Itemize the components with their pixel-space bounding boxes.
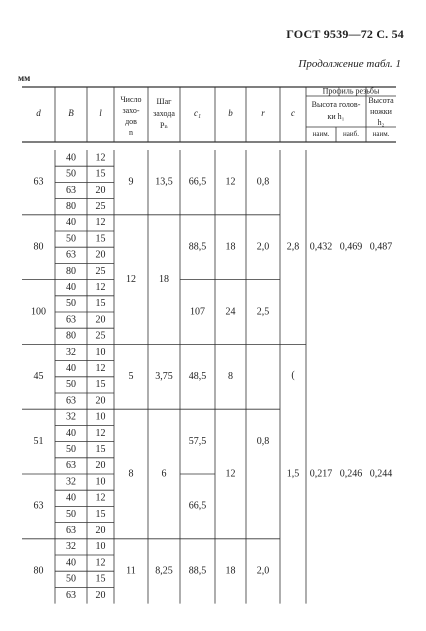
col-header-lead: Pₙ: [160, 120, 168, 130]
col-header-profile: Профиль резьбы: [322, 86, 380, 96]
cell-d: 63: [33, 176, 44, 188]
cell-lead: 13,5: [155, 176, 173, 188]
cell-starts: 12: [126, 273, 136, 285]
cell-h1-max: 0,246: [339, 468, 363, 480]
cell-h1-min: 0,432: [309, 241, 333, 253]
cell-B: 63: [66, 314, 76, 326]
cell-starts: 5: [128, 371, 134, 383]
cell-c1: 57,5: [188, 435, 207, 447]
cell-l: 15: [95, 508, 106, 520]
continuation-caption: Продолжение табл. 1: [298, 58, 401, 70]
unit-label: мм: [18, 73, 31, 83]
cell-r: 2,0: [256, 565, 270, 577]
cell-l: 25: [95, 265, 106, 277]
cell-l: 15: [95, 379, 106, 391]
cell-B: 63: [66, 395, 76, 407]
cell-b: 8: [228, 371, 233, 383]
cell-starts: 9: [128, 176, 134, 188]
cell-l: 15: [95, 443, 106, 455]
col-header-l: l: [99, 108, 102, 119]
cell-B: 63: [66, 460, 76, 472]
col-header-head-height: Высота голов-: [311, 99, 361, 109]
col-header-starts: дов: [125, 116, 137, 126]
cell-B: 80: [66, 265, 76, 277]
cell-B: 50: [66, 298, 76, 310]
cell-l: 15: [95, 168, 106, 180]
col-header-starts: n: [129, 127, 133, 137]
cell-B: 50: [66, 168, 76, 180]
col-header-lead: Шаг: [156, 96, 172, 106]
cell-c: 1,5: [286, 468, 300, 480]
cell-r: 2,5: [256, 306, 270, 318]
cell-l: 20: [95, 184, 106, 196]
cell-l: 12: [95, 281, 106, 293]
cell-b: 12: [225, 468, 236, 480]
cell-B: 63: [66, 184, 76, 196]
cell-l: 15: [95, 573, 106, 585]
cell-c1: 88,5: [188, 565, 207, 577]
cell-d: 80: [33, 241, 44, 253]
cell-B: 80: [66, 200, 76, 212]
cell-B: 50: [66, 379, 76, 391]
cell-lead: 8,25: [155, 565, 173, 577]
cell-B: 40: [66, 557, 76, 569]
cell-c1: 48,5: [188, 371, 207, 383]
cell-l: 12: [95, 492, 106, 504]
cell-B: 32: [66, 541, 76, 553]
cell-B: 63: [66, 524, 76, 536]
col-header-leg-height: Высота: [368, 95, 394, 105]
cell-l: 20: [95, 314, 106, 326]
cell-l: 20: [95, 589, 106, 601]
cell-d: 51: [33, 435, 44, 447]
cell-r: 0,8: [256, 435, 270, 447]
cell-lead: 3,75: [155, 371, 173, 383]
col-header-lead: захода: [153, 108, 175, 118]
cell-h2: 0,244: [369, 468, 393, 480]
cell-B: 50: [66, 233, 76, 245]
cell-c1: 88,5: [188, 241, 207, 253]
cell-B: 80: [66, 330, 76, 342]
cell-r: 0,8: [256, 176, 270, 188]
cell-r: 2,0: [256, 241, 270, 253]
cell-B: 32: [66, 411, 76, 423]
cell-d: 80: [33, 565, 44, 577]
col-header-c1: c₁: [193, 108, 202, 119]
cell-B: 63: [66, 249, 76, 261]
cell-d: 100: [31, 306, 46, 318]
cell-b: 24: [225, 306, 236, 318]
cell-lead: 6: [161, 468, 167, 480]
stray-mark: (: [291, 370, 295, 382]
cell-l: 10: [95, 346, 106, 358]
col-header-r: r: [261, 108, 265, 119]
cell-l: 10: [95, 476, 106, 488]
col-header-c: c: [291, 108, 295, 119]
col-header-leg-height: h₂: [377, 117, 385, 127]
cell-h1-min: 0,217: [309, 468, 333, 480]
cell-l: 12: [95, 557, 106, 569]
cell-l: 12: [95, 217, 106, 229]
cell-l: 20: [95, 460, 106, 472]
cell-c: 2,8: [286, 241, 300, 253]
cell-B: 63: [66, 589, 76, 601]
cell-h2: 0,487: [369, 241, 393, 253]
cell-l: 10: [95, 541, 106, 553]
cell-B: 50: [66, 573, 76, 585]
cell-l: 12: [95, 362, 106, 374]
cell-l: 20: [95, 249, 106, 261]
cell-B: 32: [66, 346, 76, 358]
cell-B: 50: [66, 443, 76, 455]
col-header-min: наим.: [312, 130, 330, 139]
cell-B: 40: [66, 492, 76, 504]
col-header-starts: захо-: [122, 105, 140, 115]
cell-B: 40: [66, 217, 76, 229]
cell-l: 20: [95, 524, 106, 536]
page-header: ГОСТ 9539—72 С. 54: [286, 27, 404, 41]
cell-c1: 66,5: [188, 176, 207, 188]
col-header-leg-height: ножки: [370, 106, 392, 116]
col-header-b: b: [228, 108, 233, 119]
col-header-B: B: [68, 108, 74, 119]
col-header-max: наиб.: [343, 130, 359, 139]
cell-lead: 18: [159, 273, 169, 285]
col-header-leg-min: наим.: [372, 130, 390, 139]
cell-starts: 8: [128, 468, 134, 480]
cell-b: 18: [225, 565, 236, 577]
cell-B: 40: [66, 152, 76, 164]
cell-starts: 11: [126, 565, 136, 577]
cell-l: 15: [95, 233, 106, 245]
cell-B: 40: [66, 362, 76, 374]
cell-B: 40: [66, 281, 76, 293]
cell-d: 63: [33, 500, 44, 512]
cell-l: 25: [95, 200, 106, 212]
cell-B: 40: [66, 427, 76, 439]
cell-h1-max: 0,469: [339, 241, 363, 253]
cell-c1: 66,5: [188, 500, 207, 512]
cell-l: 12: [95, 152, 106, 164]
col-header-head-height: ки h₁: [327, 111, 345, 121]
cell-B: 32: [66, 476, 76, 488]
cell-l: 25: [95, 330, 106, 342]
cell-c1: 107: [190, 306, 205, 318]
col-header-d: d: [36, 108, 41, 119]
col-header-starts: Число: [120, 94, 142, 104]
cell-l: 20: [95, 395, 106, 407]
cell-B: 50: [66, 508, 76, 520]
cell-d: 45: [33, 371, 44, 383]
cell-l: 15: [95, 298, 106, 310]
cell-l: 10: [95, 411, 106, 423]
cell-b: 18: [225, 241, 236, 253]
cell-b: 12: [225, 176, 236, 188]
cell-l: 12: [95, 427, 106, 439]
